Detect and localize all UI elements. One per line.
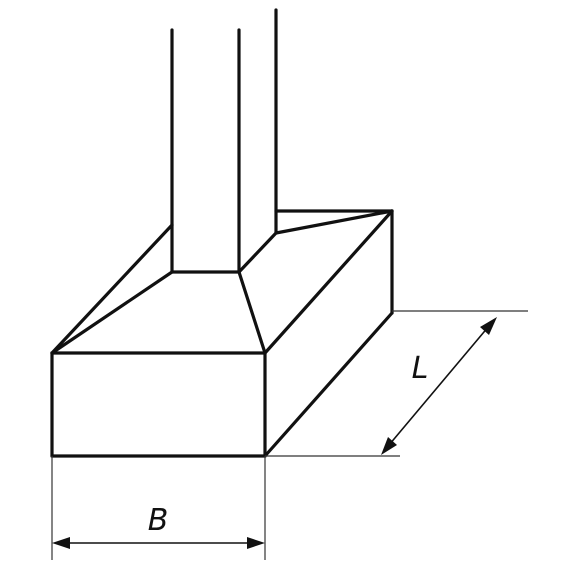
footing-block: [52, 211, 392, 456]
dim-b-arrow-right: [247, 537, 265, 549]
column: [172, 10, 276, 272]
dimension-l: [265, 311, 528, 456]
dim-l-arrow-back: [480, 317, 497, 335]
column-base-side-edge: [239, 233, 276, 272]
haunch-ridge-front: [239, 272, 265, 353]
haunch-ridge-left: [52, 272, 172, 353]
dim-l-line: [389, 326, 489, 445]
footing-haunch: [52, 211, 392, 353]
dimension-b: [52, 456, 265, 560]
dimension-l-label: L: [411, 351, 429, 386]
dimension-b-label: B: [147, 503, 169, 538]
block-bottom-side-edge: [265, 313, 392, 456]
dim-l-arrow-front: [381, 437, 397, 455]
haunch-back-left-edge: [52, 225, 172, 353]
dim-b-arrow-left: [52, 537, 70, 549]
